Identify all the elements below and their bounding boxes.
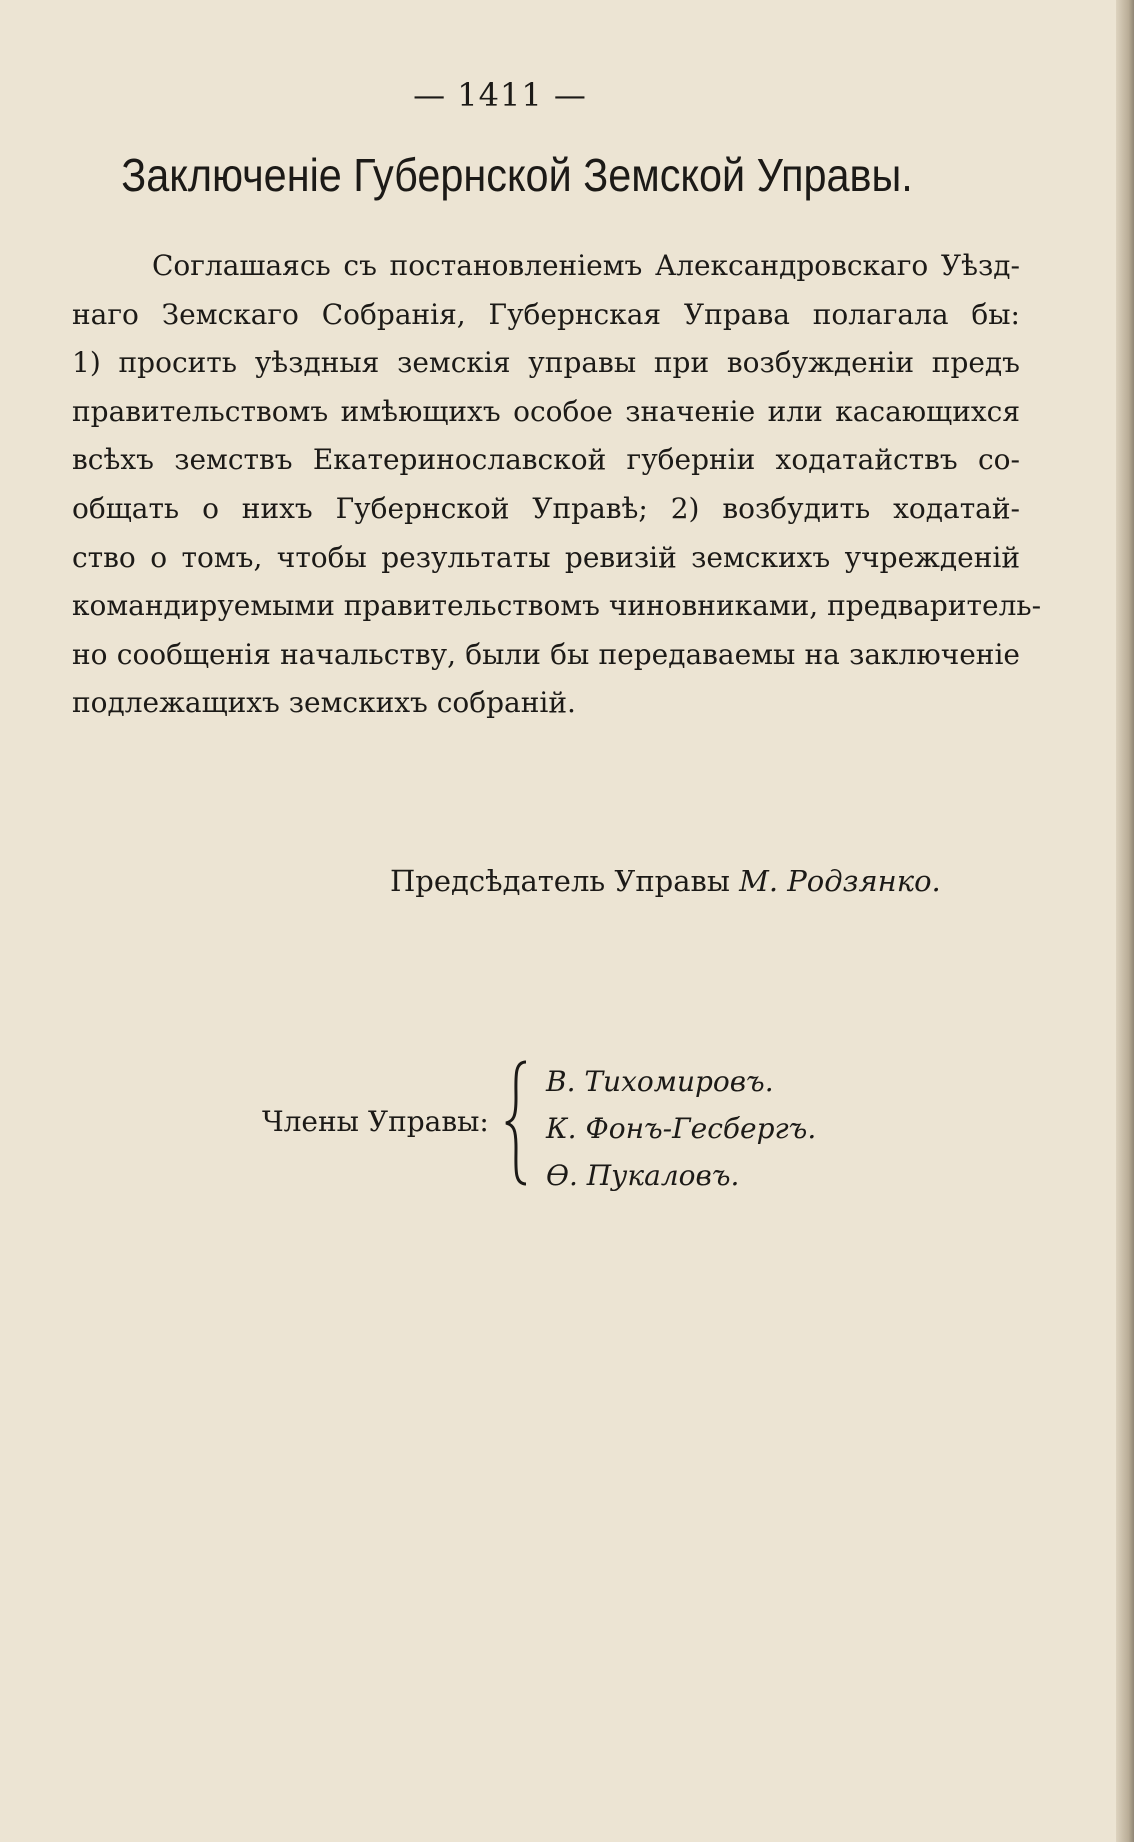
page-number: — 1411 — [413, 76, 587, 114]
paragraph-line: правительствомъ имѣющихъ особое значеніе или касающихся [72, 394, 1020, 428]
paragraph-line: подлежащихъ земскихъ собраній. [72, 686, 576, 720]
member-name: Ѳ. Пукаловъ. [546, 1159, 740, 1192]
chairman-signature [390, 864, 941, 898]
paragraph-line: но сообщенія начальству, были бы передаваемы на заключеніе [72, 637, 1020, 671]
members-label: Члены Управы: [262, 1105, 489, 1138]
member-name: К. Фонъ-Гесбергъ. [546, 1112, 817, 1145]
paragraph-line: всѣхъ земствъ Екатеринославской губерніи ходатайствъ со- [72, 443, 1020, 477]
paragraph-line: 1) просить уѣздныя земскія управы при возбужденіи предъ [72, 346, 1020, 380]
page-edge-shadow [1116, 0, 1134, 1842]
paragraph-line: общать о нихъ Губернской Управѣ; 2) возбудить ходатай- [72, 491, 1020, 525]
chairman-name: М. Родзянко. [739, 864, 941, 898]
paragraph-line: Соглашаясь съ постановленіемъ Александровскаго Уѣзд- [152, 249, 1020, 282]
paragraph-line: командируемыми правительствомъ чиновниками, предваритель- [72, 589, 1042, 623]
members-list [546, 1058, 816, 1199]
paragraph-line: наго Земскаго Собранія, Губернская Управа полагала бы: [72, 297, 1020, 331]
paragraph-line: ство о томъ, чтобы результаты ревизій земскихъ учрежденій [72, 540, 1020, 574]
page-title: Заключеніе Губернской Земской Управы. [121, 149, 913, 201]
member-name: В. Тихомировъ. [546, 1065, 774, 1098]
chairman-label: Предсѣдатель Управы [390, 864, 730, 898]
body-paragraph [72, 242, 1042, 728]
curly-brace-icon [500, 1058, 534, 1188]
